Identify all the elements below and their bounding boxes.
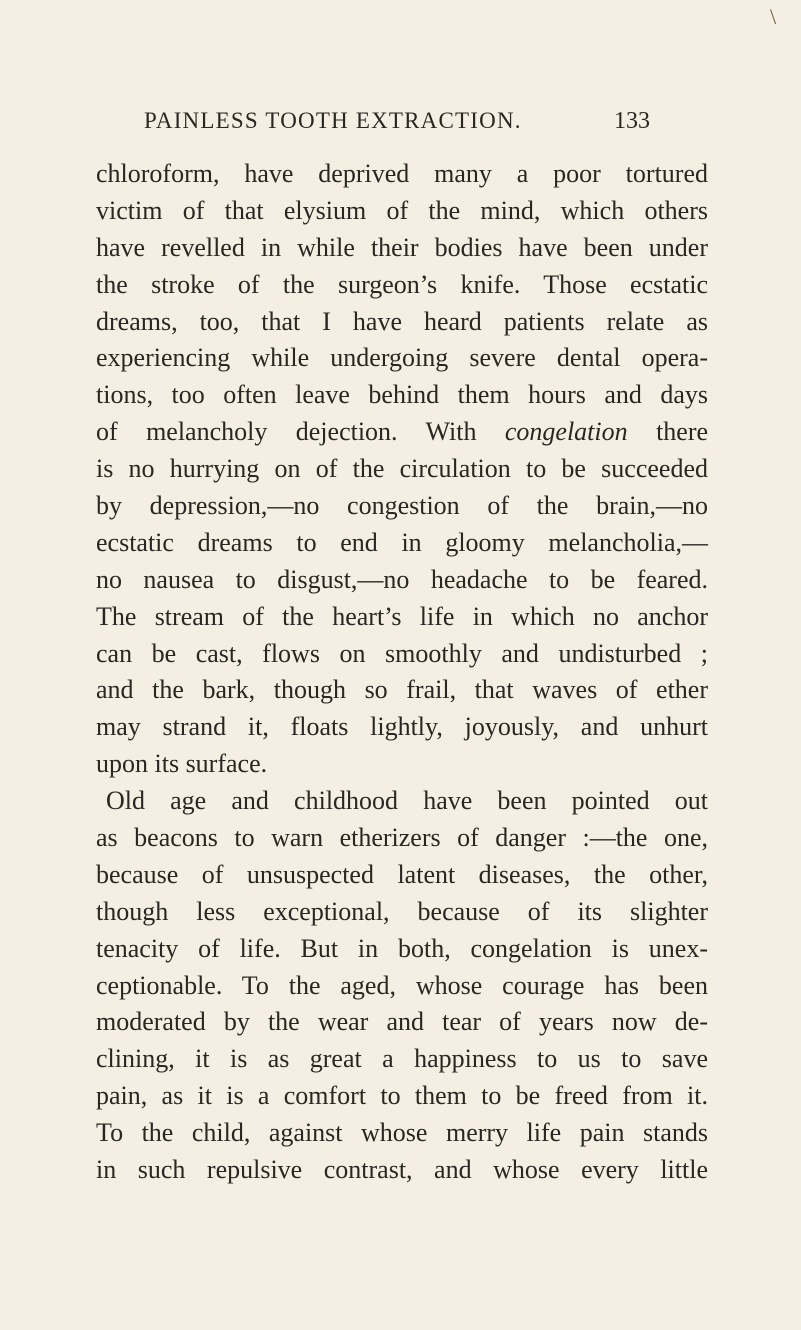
- text-line: upon its surface.: [96, 749, 268, 779]
- running-head: [0, 108, 801, 140]
- text-segment: there: [656, 417, 709, 447]
- text-line: and the bark, though so frail, that waves of ether: [96, 675, 708, 705]
- text-line: in such repulsive contrast, and whose every little: [96, 1155, 708, 1185]
- text-line: ceptionable. To the aged, whose courage has been: [96, 970, 708, 1000]
- text-line: victim of that elysium of the mind, which others: [96, 195, 708, 225]
- text-line: by depression,—no congestion of the brain,—no: [96, 491, 708, 521]
- text-line: To the child, against whose merry life pain stands: [96, 1118, 708, 1148]
- text-line: clining, it is as great a happiness to us to save: [96, 1044, 708, 1074]
- corner-mark: \: [770, 4, 777, 29]
- emphasis-congelation: congelation: [504, 417, 628, 447]
- text-line: as beacons to warn etherizers of danger :—the one,: [96, 823, 708, 853]
- text-line: ecstatic dreams to end in gloomy melancholia,—: [96, 527, 708, 557]
- text-line: tions, too often leave behind them hours and days: [96, 380, 708, 410]
- text-line: have revelled in while their bodies have been under: [96, 232, 708, 262]
- running-head-title: PAINLESS TOOTH EXTRACTION.: [144, 108, 522, 133]
- text-line: moderated by the wear and tear of years now de-: [96, 1007, 708, 1037]
- text-line: no nausea to disgust,—no headache to be feared.: [96, 564, 708, 594]
- text-line: pain, as it is a comfort to them to be freed from it.: [96, 1081, 708, 1111]
- text-line: experiencing while undergoing severe dental opera-: [96, 343, 708, 373]
- text-line: The stream of the heart’s life in which no anchor: [96, 601, 708, 631]
- text-line: can be cast, flows on smoothly and undisturbed ;: [96, 638, 708, 668]
- text-line: tenacity of life. But in both, congelation is unex-: [96, 933, 708, 963]
- text-line: the stroke of the surgeon’s knife. Those ecstatic: [96, 269, 708, 299]
- text-line: is no hurrying on of the circulation to be succeeded: [96, 454, 708, 484]
- text-line: chloroform, have deprived many a poor tortured: [96, 159, 708, 188]
- text-segment: of melancholy dejection. With: [96, 417, 477, 447]
- text-line: though less exceptional, because of its slighter: [96, 896, 708, 926]
- text-line: Old age and childhood have been pointed out: [106, 786, 708, 816]
- text-line: may strand it, floats lightly, joyously, and unhurt: [96, 712, 708, 742]
- body-text: [96, 156, 708, 1189]
- text-line-with-emphasis: [96, 414, 708, 451]
- text-line: dreams, too, that I have heard patients relate as: [96, 306, 708, 336]
- page-number: 133: [614, 108, 650, 134]
- text-line: because of unsuspected latent diseases, the other,: [96, 859, 708, 889]
